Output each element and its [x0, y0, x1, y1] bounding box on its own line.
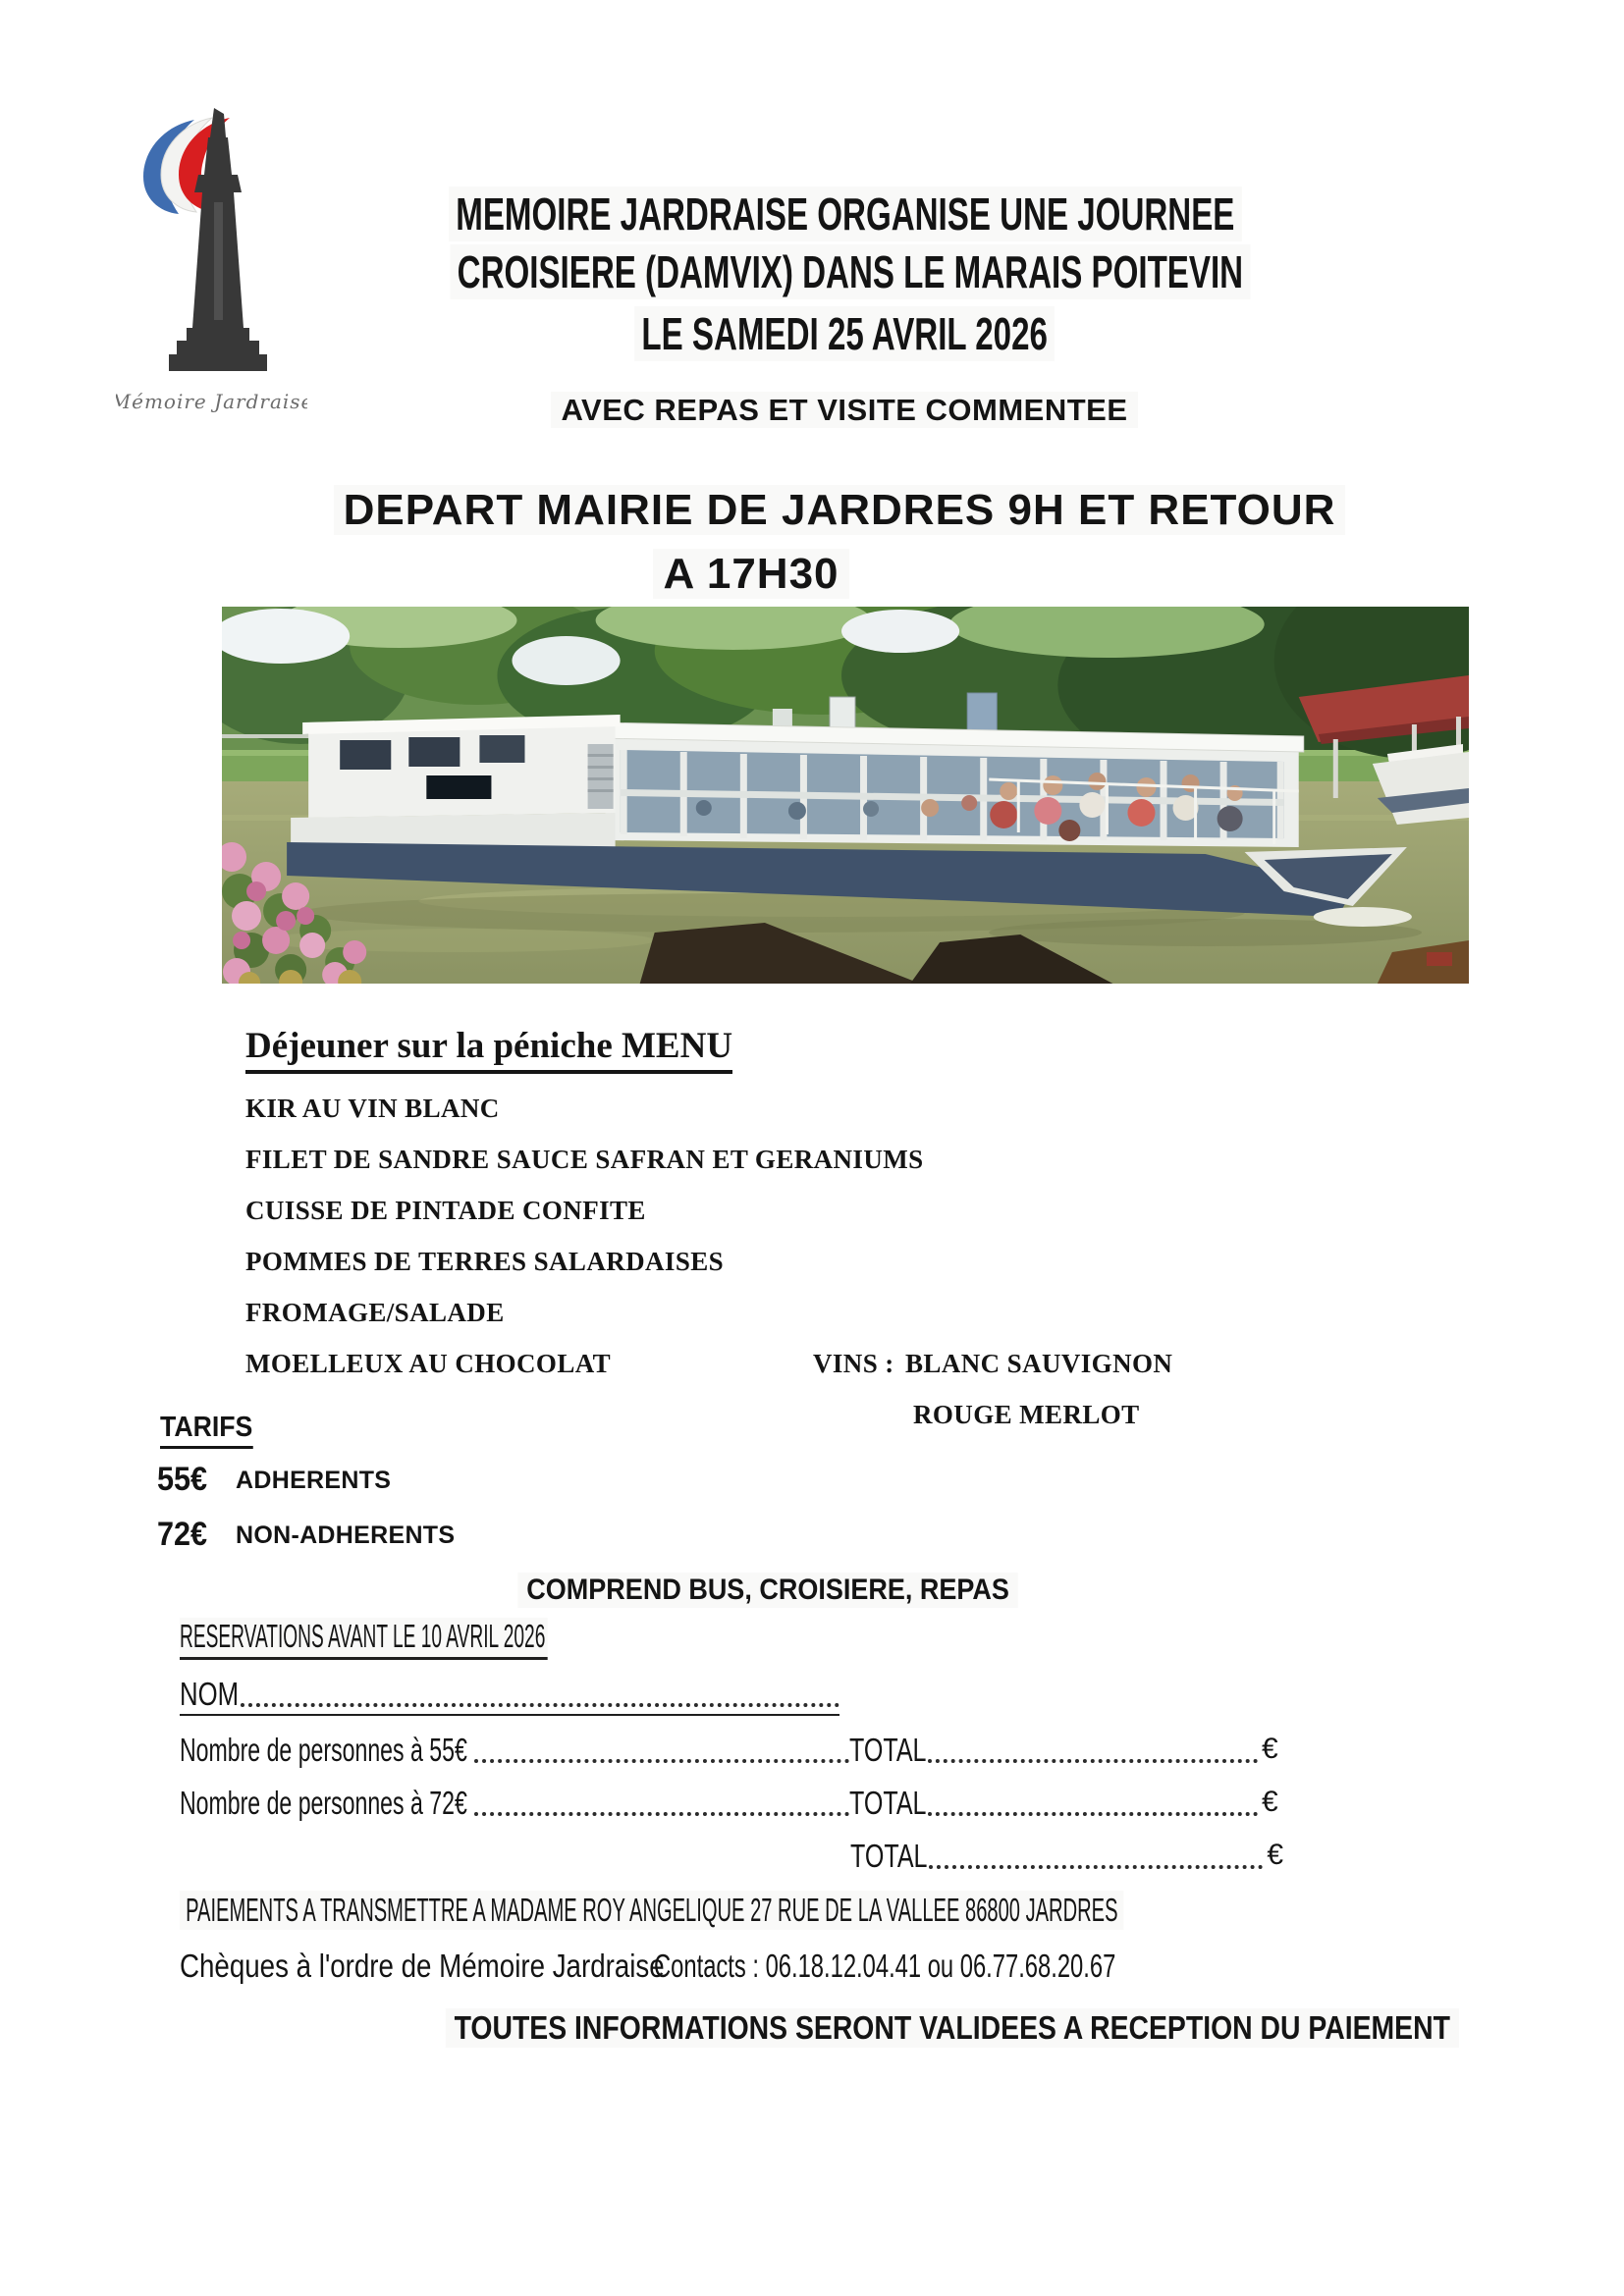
dotted-leader: [241, 1703, 839, 1707]
monument-highlight: [214, 202, 223, 320]
departure-line-1: DEPART MAIRIE DE JARDRES 9H ET RETOUR: [177, 486, 1502, 535]
price-members: 55€: [157, 1461, 208, 1498]
count-72-label: Nombre de personnes à 72€: [180, 1785, 467, 1821]
menu-item-pommes: POMMES DE TERRES SALARDAISES: [245, 1247, 725, 1276]
title-line-2: CROISIERE (DAMVIX) DANS LE MARAIS POITEVIN: [295, 244, 1394, 299]
count-row-72: [180, 1783, 1283, 1823]
total-label: TOTAL: [849, 1785, 927, 1821]
menu-item-moelleux: MOELLEUX AU CHOCOLAT: [245, 1349, 612, 1378]
cheque-order-text: Chèques à l'ordre de Mémoire Jardraise: [180, 1948, 665, 1984]
includes-line: COMPREND BUS, CROISIERE, REPAS: [324, 1573, 1213, 1608]
logo-caption: Mémoire Jardraise: [116, 390, 307, 413]
payment-address-line: PAIEMENTS A TRANSMETTRE A MADAME ROY ANGELIQUE 27 RUE DE LA VALLEE 86800 JARDRES: [180, 1891, 1624, 1930]
title-line-1: MEMOIRE JARDRAISE ORGANISE UNE JOURNEE: [295, 187, 1394, 241]
euro-sign: €: [1262, 1733, 1278, 1765]
count-row-55: [180, 1730, 1283, 1770]
wines-label: VINS :: [813, 1349, 894, 1378]
label-members: ADHERENTS: [236, 1467, 392, 1494]
menu-item-sandre: FILET DE SANDRE SAUCE SAFRAN ET GERANIUMS: [245, 1145, 924, 1174]
total-label: TOTAL: [849, 1732, 927, 1768]
dotted-leader: [474, 1812, 849, 1816]
total-label: TOTAL: [850, 1838, 928, 1874]
date-line: LE SAMEDI 25 AVRIL 2026: [295, 306, 1394, 361]
dotted-leader: [474, 1759, 849, 1763]
dotted-leader: [929, 1865, 1263, 1869]
dotted-leader: [928, 1759, 1258, 1763]
tarifs-heading: TARIFS: [160, 1412, 261, 1449]
count-55-label: Nombre de personnes à 55€: [180, 1732, 467, 1768]
price-non-members: 72€: [157, 1516, 208, 1553]
dotted-leader: [928, 1812, 1258, 1816]
subtitle-line: AVEC REPAS ET VISITE COMMENTEE: [295, 393, 1394, 428]
euro-sign: €: [1267, 1839, 1283, 1871]
grand-total-row: [850, 1836, 1283, 1876]
menu-item-kir: KIR AU VIN BLANC: [245, 1094, 500, 1123]
menu-item-fromage: FROMAGE/SALADE: [245, 1298, 505, 1327]
reservation-deadline: RESERVATIONS AVANT LE 10 AVRIL 2026: [180, 1618, 814, 1660]
departure-line-2: A 17H30: [432, 550, 1070, 599]
menu-item-pintade: CUISSE DE PINTADE CONFITE: [245, 1196, 646, 1225]
cheque-line: [180, 1948, 1116, 1985]
label-non-members: NON-ADHERENTS: [236, 1522, 456, 1549]
footer-notice: TOUTES INFORMATIONS SERONT VALIDEES A RECEPTION DU PAIEMENT: [363, 2008, 1247, 2048]
monument-icon: [116, 94, 307, 428]
wine-red: ROUGE MERLOT: [913, 1400, 1140, 1429]
euro-sign: €: [1262, 1786, 1278, 1818]
name-field-row: [180, 1675, 839, 1716]
boat-photo-illustration: [222, 607, 1469, 984]
association-logo: [116, 94, 307, 428]
wine-white: BLANC SAUVIGNON: [905, 1349, 1173, 1378]
contacts-text: Contacts : 06.18.12.04.41 ou 06.77.68.20.67: [654, 1948, 1116, 1984]
boat-photo: [222, 607, 1469, 984]
name-label: NOM: [180, 1676, 240, 1712]
menu-heading: Déjeuner sur la péniche MENU: [245, 1025, 732, 1074]
